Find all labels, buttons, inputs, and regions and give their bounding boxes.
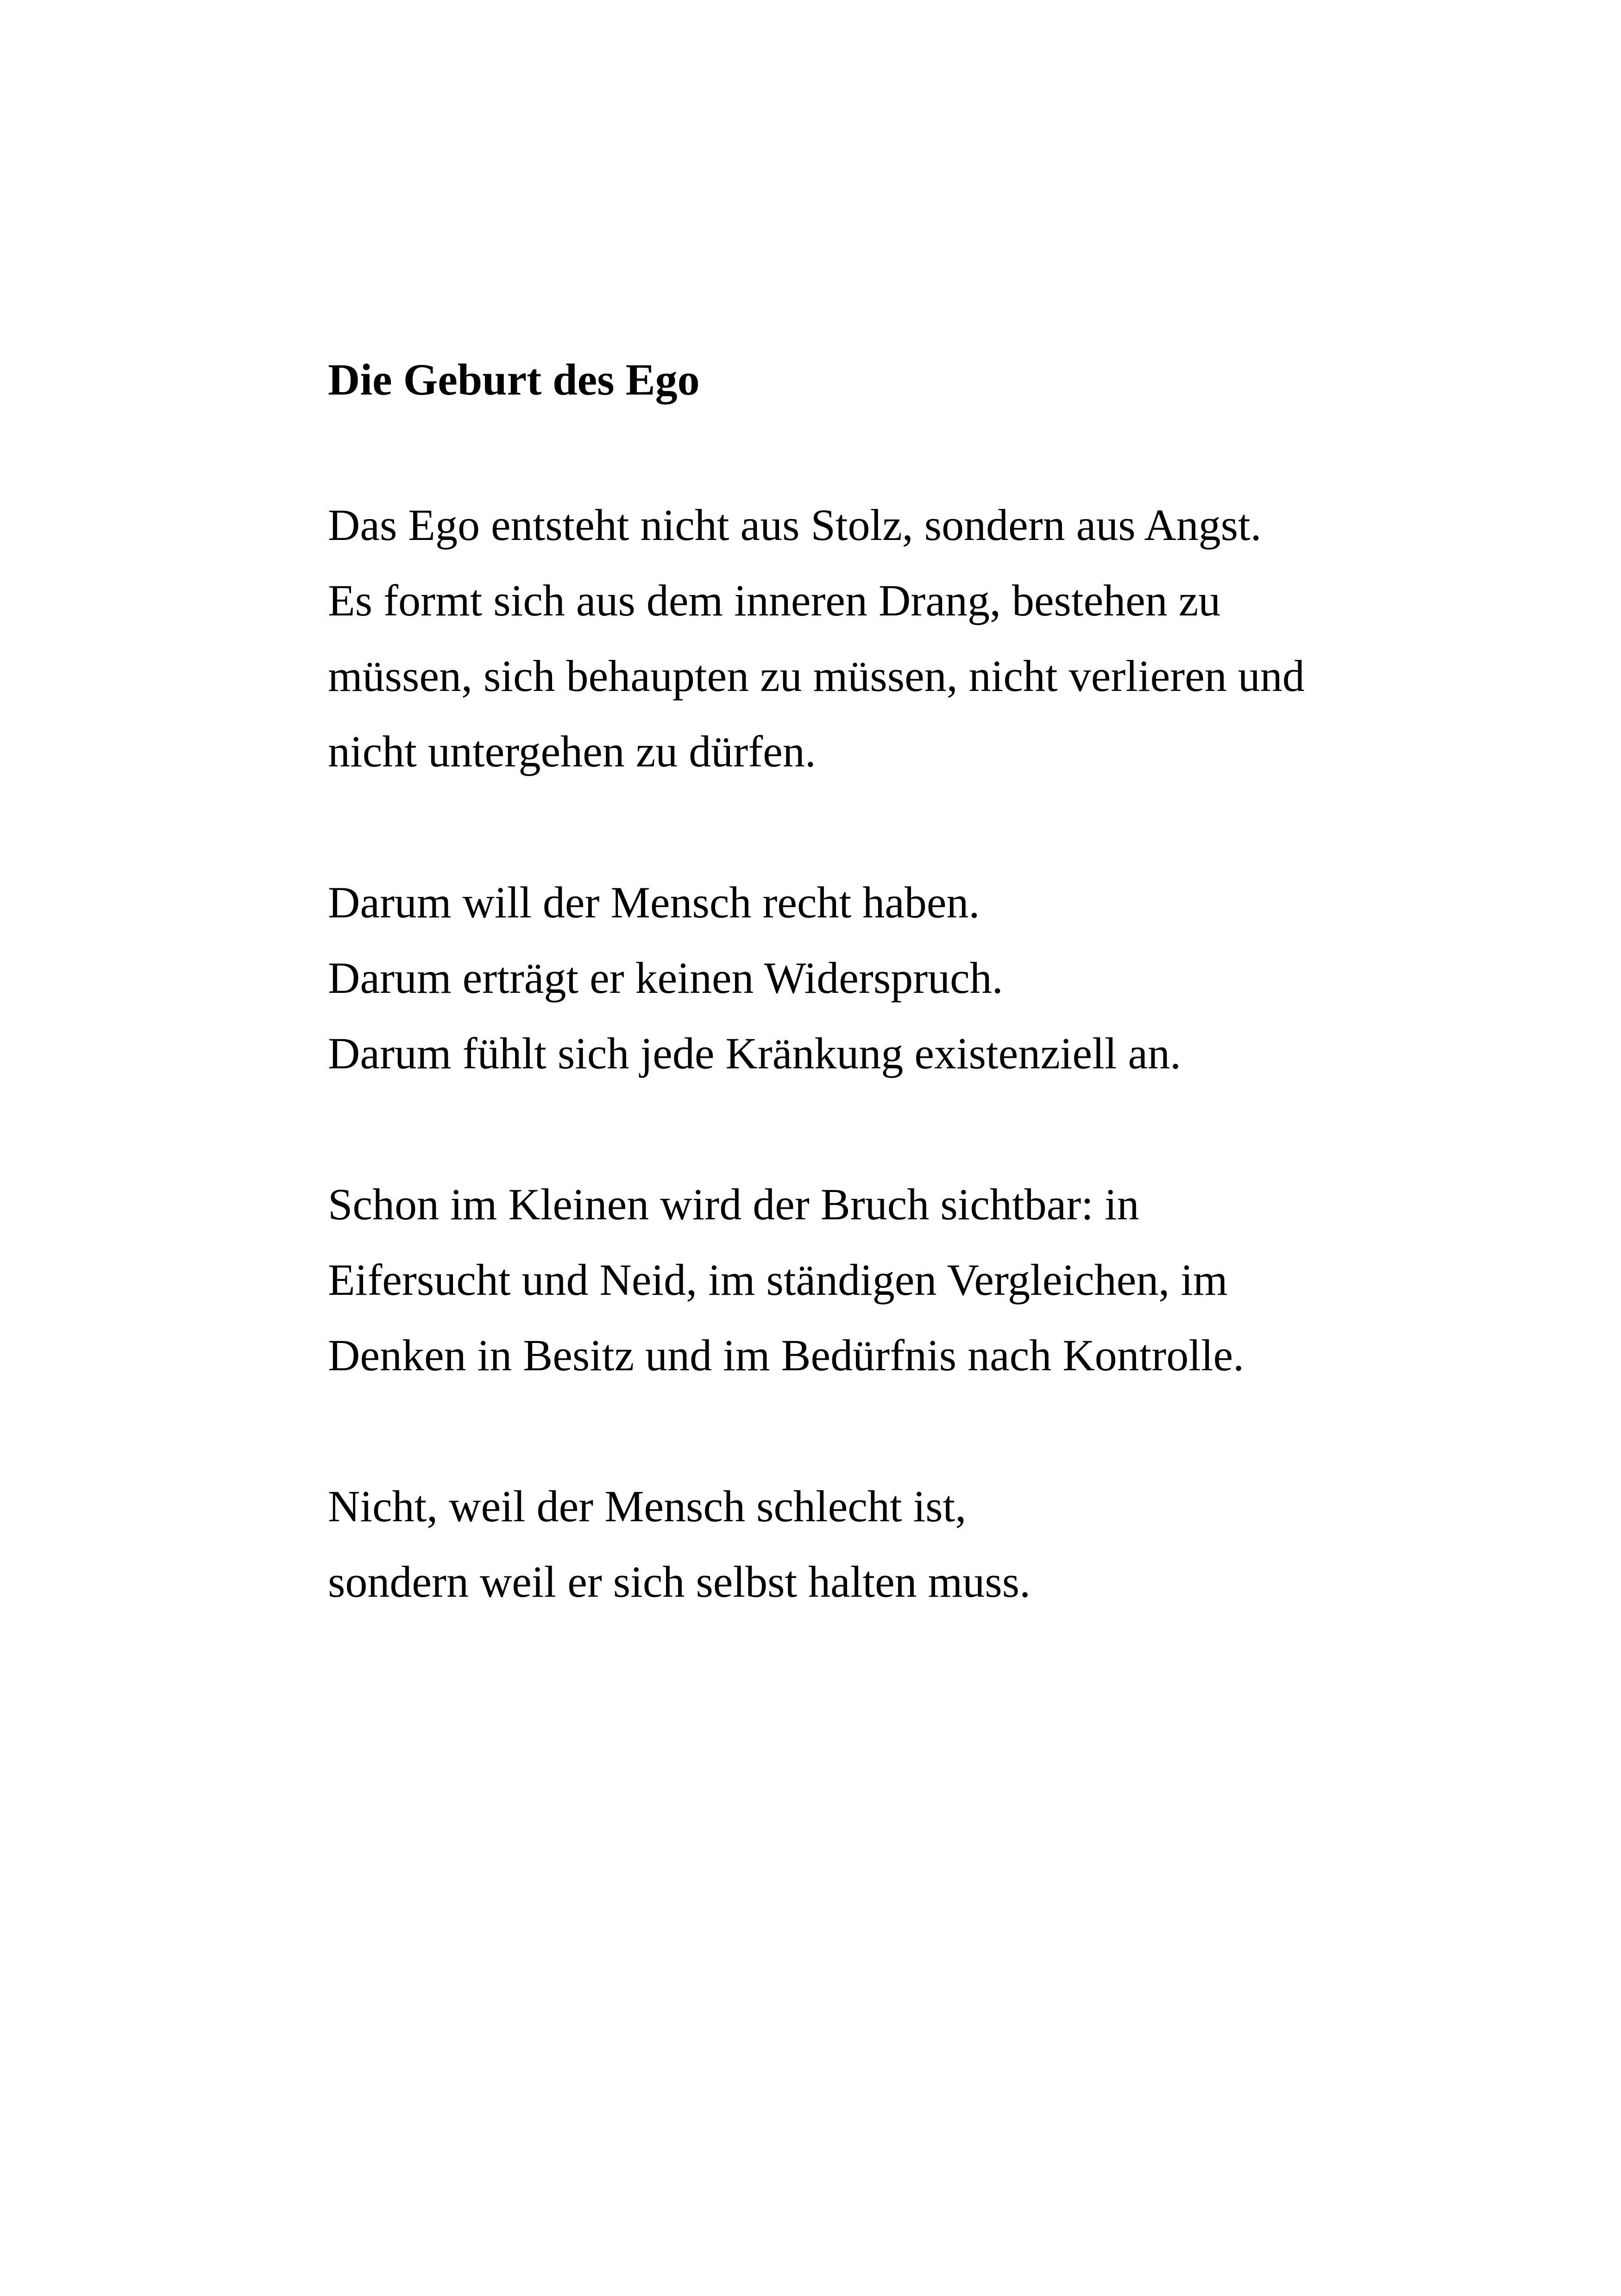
text-line: Eifersucht und Neid, im ständigen Vergleichen, im	[328, 1255, 1228, 1305]
text-line: Darum fühlt sich jede Kränkung existenziell an.	[328, 1029, 1181, 1078]
text-line: Darum will der Mensch recht haben.	[328, 878, 980, 927]
text-line: müssen, sich behaupten zu müssen, nicht verlieren und	[328, 651, 1305, 701]
text-line: nicht untergehen zu dürfen.	[328, 727, 816, 776]
paragraph-2	[328, 865, 1393, 1091]
document-title: Die Geburt des Ego	[328, 355, 700, 404]
text-line: Schon im Kleinen wird der Bruch sichtbar: in	[328, 1179, 1139, 1229]
text-line: sondern weil er sich selbst halten muss.	[328, 1557, 1031, 1606]
document-body	[328, 348, 1393, 1695]
paragraph-1	[328, 487, 1393, 789]
text-line: Nicht, weil der Mensch schlecht ist,	[328, 1481, 967, 1531]
text-line: Darum erträgt er keinen Widerspruch.	[328, 953, 1003, 1003]
text-line: Es formt sich aus dem inneren Drang, bestehen zu	[328, 576, 1221, 625]
paragraph-3	[328, 1167, 1393, 1393]
text-line: Denken in Besitz und im Bedürfnis nach Kontrolle.	[328, 1330, 1244, 1380]
paragraph-4	[328, 1468, 1393, 1619]
text-line: Das Ego entsteht nicht aus Stolz, sondern aus Angst.	[328, 500, 1262, 550]
